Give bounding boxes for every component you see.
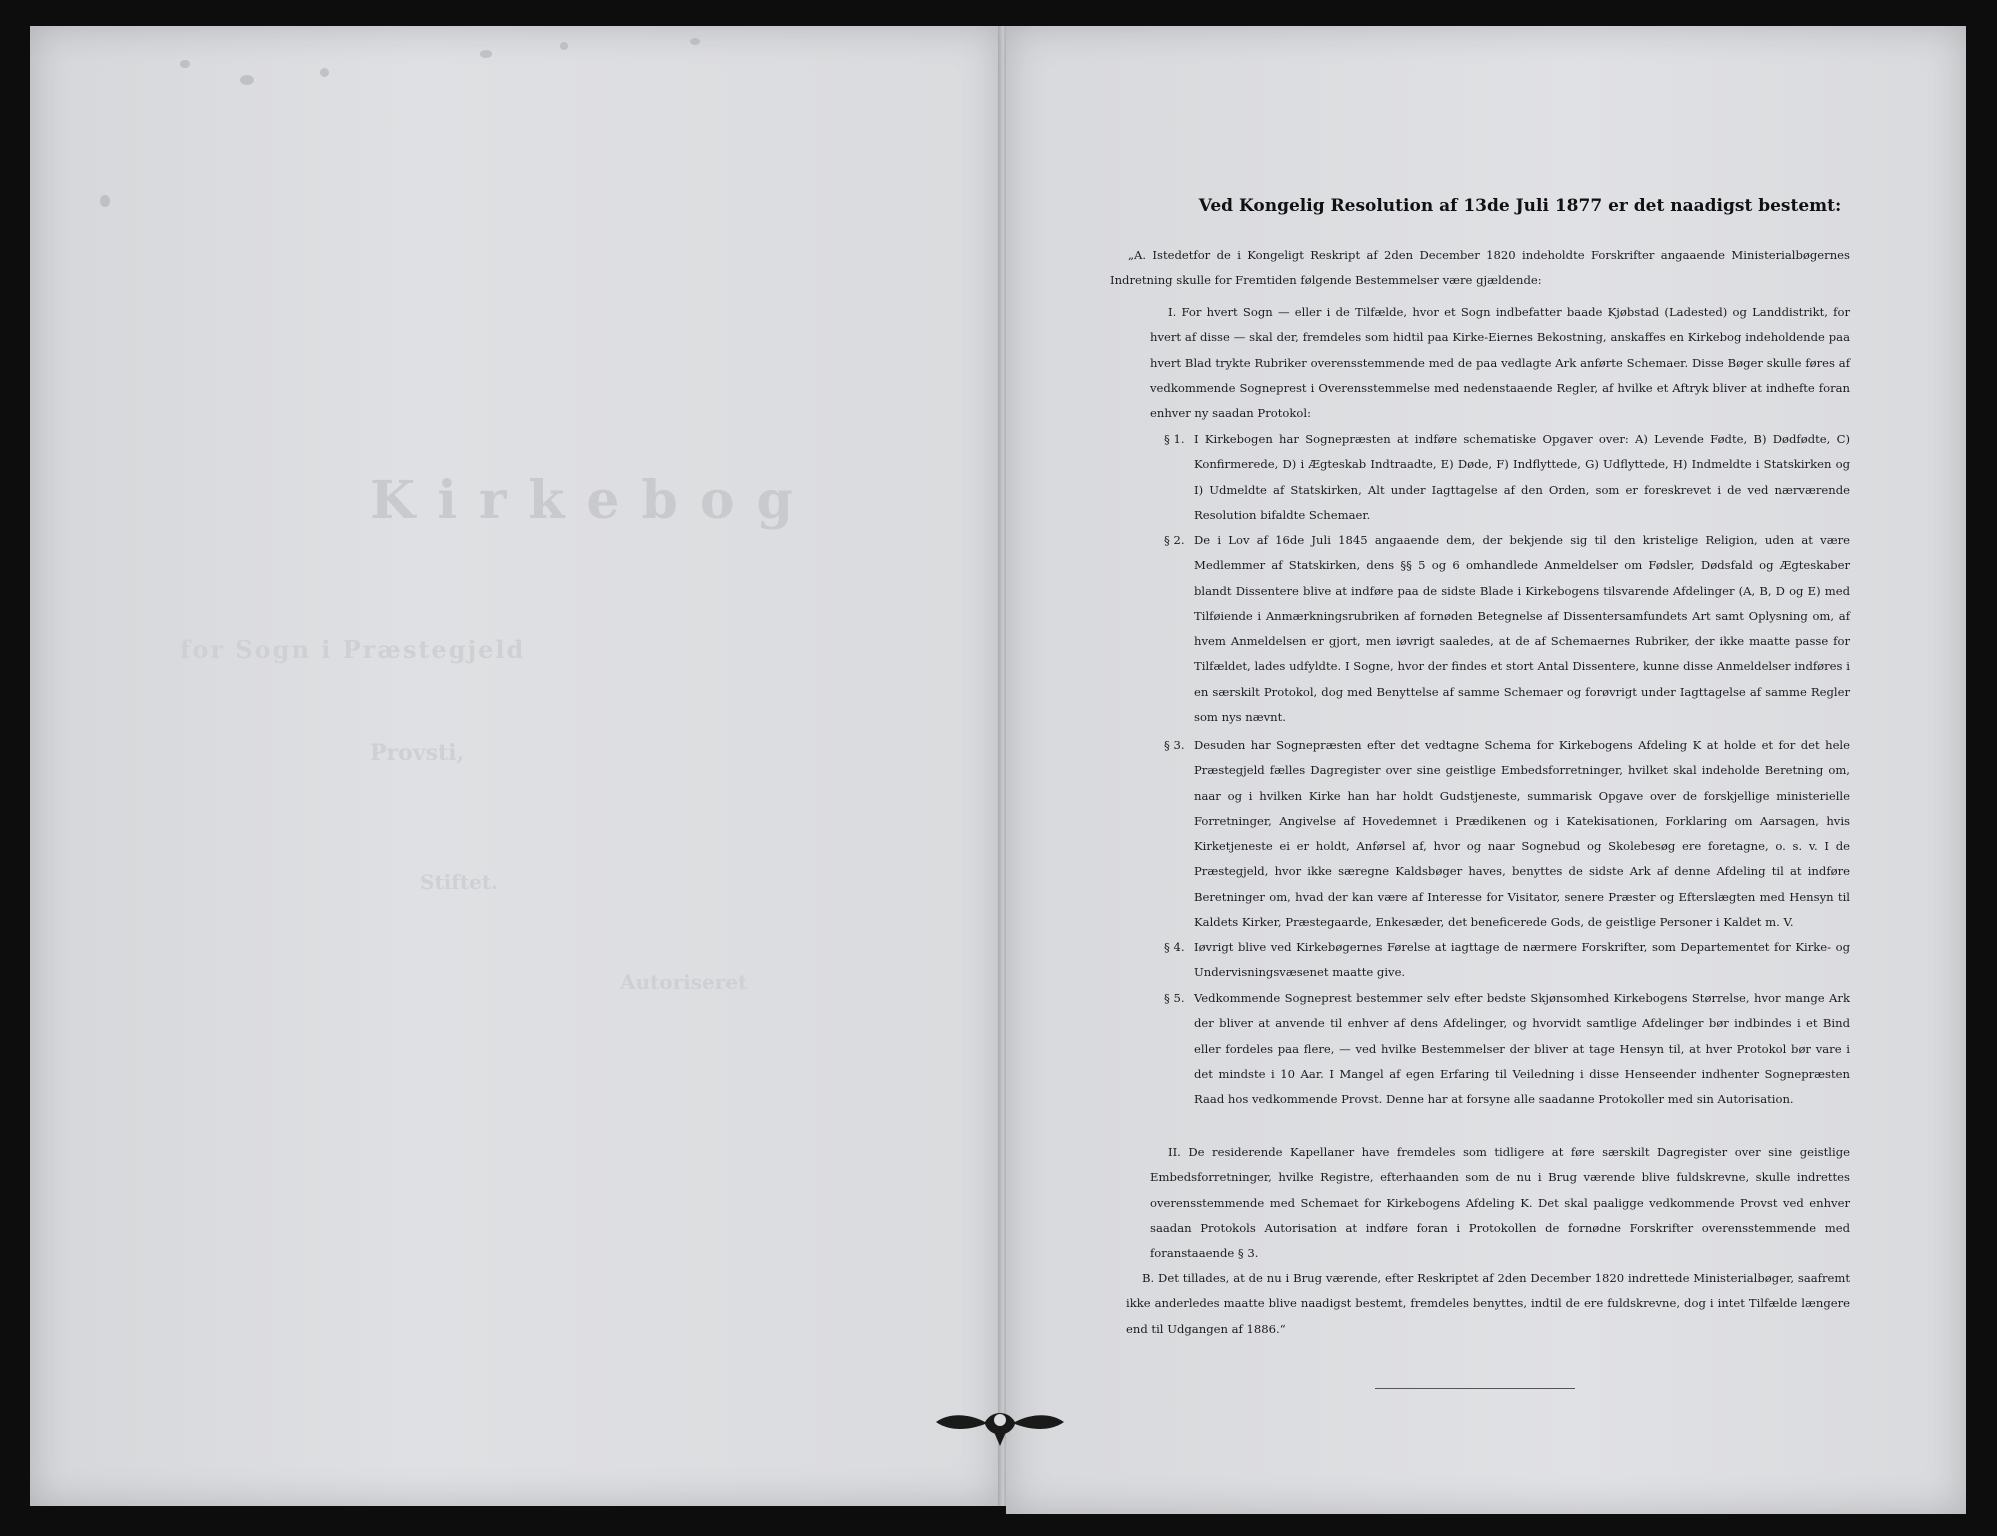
faded-autoriseret: Autoriseret [620, 970, 748, 994]
paragraph-text: De i Lov af 16de Juli 1845 angaaende dem, der bekjende sig til den kristelige Religion, uden at være Medlemmer af Statskirken, dens §§ 5 og 6 omhandlede Anmeldelser om Fødsler, Dødsfald og Ægteskaber blandt Dissentere blive at indføre paa de sidste Blade i Kirkebogens tilsvarende Afdelinger (A, B, D og E) med Tilføiende i Anmærkningsrubriken af fornøden Betegnelse af Dissentersamfundets Art samt Oplysning om, af hvem Anmeldelsen er gjort, men iøvrigt saaledes, at de af Schemaernes Rubriker, der ikke maatte passe for Tilfældet, lades udfyldte. I Sogne, hvor der findes et stort Antal Dissentere, kunne disse Anmeldelser indføres i en særskilt Protokol, dog med Benyttelse af samme Schemaer og forøvrigt under Iagttagelse af samme Regler som nys nævnt. [1194, 533, 1850, 725]
paper-speckle [180, 60, 190, 68]
paper-speckle [690, 38, 700, 45]
paper-speckle [240, 75, 254, 85]
ornament-icon [930, 1402, 1070, 1450]
faded-title: Kirkebog [370, 470, 815, 531]
paragraph-text: Iøvrigt blive ved Kirkebøgernes Førelse at iagttage de nærmere Forskrifter, som Departementet for Kirke- og Undervisningsvæsenet maatte give. [1194, 940, 1850, 980]
paper-speckle [480, 50, 492, 58]
paragraph-text: Desuden har Sognepræsten efter det vedtagne Schema for Kirkebogens Afdeling K at holde et for det hele Præstegjeld fælles Dagregister over sine geistlige Embedsforretninger, hvilket skal indeholde Beretning om, naar og i hvilken Kirke han har holdt Gudstjeneste, summarisk Opgave over de forskjellige ministerielle Forretninger, Angivelse af Hovedemnet i Prædikenen og i Katekisationen, Forklaring om Aarsagen, hvis Kirketjeneste ei er holdt, Anførsel af, hvor og naar Sognebud og Skolebesøg ere foretagne, o. s. v. I de Præstegjeld, hvor ikke særegne Kaldsbøger haves, benyttes de sidste Ark af denne Afdeling til at indføre Beretninger om, hvad der kan være af Interesse for Visitator, senere Præster og Efterslægten med Hensyn til Kaldets Kirker, Præstegaarde, Enkesæder, det beneficerede Gods, de geistlige Personer i Kaldet m. V. [1194, 738, 1850, 930]
paragraph-text: I Kirkebogen har Sognepræsten at indføre schematiske Opgaver over: A) Levende Fødte, B) Dødfødte, C) Konfirmerede, D) i Ægteskab Indtraadte, E) Døde, F) Indflyttede, G) Udflyttede, H) Indmeldte i Statskirken og I) Udmeldte af Statskirken, Alt under Iagttagelse af den Orden, som er foreskrevet i de ved nærværende Resolution bifaldte Schemaer. [1194, 432, 1850, 522]
faded-subtitle: for Sogn i Præstegjeld [180, 635, 526, 664]
paragraph-number: § 5. [1164, 991, 1185, 1005]
paper-speckle [100, 195, 110, 207]
item-two: II. De residerende Kapellaner have fremdeles som tidligere at føre særskilt Dagregister over sine geistlige Embedsforretninger, hvilke Registre, efterhaanden som de nu i Brug værende blive fuldskrevne, skulle indrettes overensstemmende med Schemaet for Kirkebogens Afdeling K. Det skal paaligge vedkommende Provst ved enhver saadan Protokols Autorisation at indføre foran i Protokollen de fornødne Forskrifter overensstemmende med foranstaaende § 3. [1150, 1145, 1850, 1261]
paragraph-number: § 1. [1164, 432, 1185, 446]
paper-speckle [560, 42, 568, 50]
section-a: „A. Istedetfor de i Kongeligt Reskript af 2den December 1820 indeholdte Forskrifter angaaende Ministerialbøgernes Indretning skulle for Fremtiden følgende Bestemmelser være gjældende: [1110, 248, 1850, 288]
paragraph-number: § 3. [1164, 738, 1185, 752]
page-title: Ved Kongelig Resolution af 13de Juli 1877 er det naadigst bestemt: [1198, 196, 1842, 216]
item-one: I. For hvert Sogn — eller i de Tilfælde, hvor et Sogn indbefatter baade Kjøbstad (Ladested) og Landdistrikt, for hvert af disse — skal der, fremdeles som hidtil paa Kirke-Eiernes Bekostning, anskaffes en Kirkebog indeholdende paa hvert Blad trykte Rubriker overensstemmende med de paa vedlagte Ark anførte Schemaer. Disse Bøger skulle føres af vedkommende Sogneprest i Overensstemmelse med nedenstaaende Regler, af hvilke et Aftryk bliver at indhefte foran enhver ny saadan Protokol: [1150, 305, 1850, 421]
paper-speckle [320, 68, 329, 77]
faded-provsti: Provsti, [370, 740, 465, 766]
end-rule [1375, 1388, 1575, 1389]
faded-stiftet: Stiftet. [420, 870, 499, 894]
left-page [30, 26, 1000, 1506]
section-b: B. Det tillades, at de nu i Brug værende, efter Reskriptet af 2den December 1820 indrettede Ministerialbøger, saafremt ikke anderledes maatte blive naadigst bestemt, fremdeles benyttes, indtil de ere fuldskrevne, dog i intet Tilfælde længere end til Udgangen af 1886.“ [1126, 1271, 1850, 1336]
paragraph-number: § 4. [1164, 940, 1185, 954]
paragraph-text: Vedkommende Sogneprest bestemmer selv efter bedste Skjønsomhed Kirkebogens Størrelse, hvor mange Ark der bliver at anvende til enhver af dens Afdelinger, og hvorvidt samtlige Afdelinger bør indbindes i et Bind eller fordeles paa flere, — ved hvilke Bestemmelser der bliver at tage Hensyn til, at hver Protokol bør vare i det mindste i 10 Aar. I Mangel af egen Erfaring til Veiledning i disse Henseender indhenter Sognepræsten Raad hos vedkommende Provst. Denne har at forsyne alle saadanne Protokoller med sin Autorisation. [1194, 991, 1850, 1107]
paragraph-number: § 2. [1164, 533, 1185, 547]
